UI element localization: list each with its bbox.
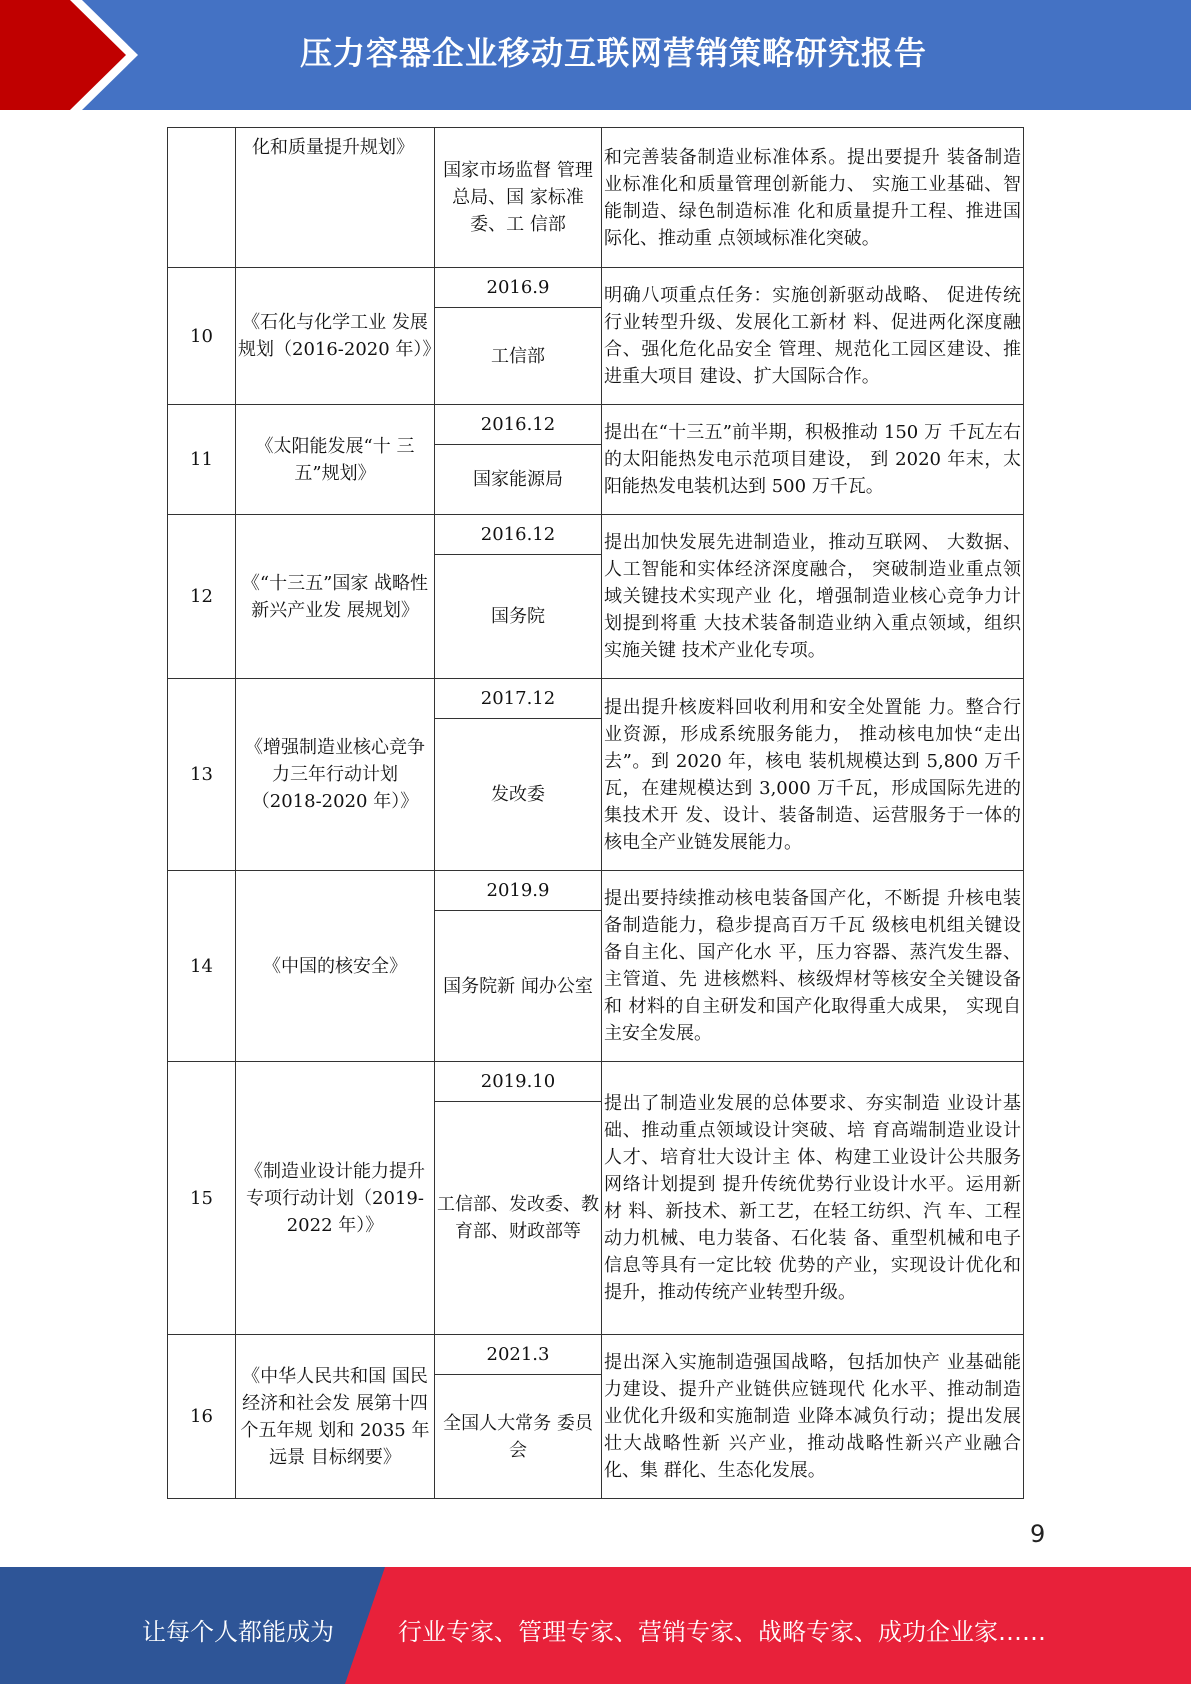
table-row [168,268,1024,308]
policy-description: 明确八项重点任务：实施创新驱动战略、 促进传统行业转型升级、发展化工新材 料、促进两化深度融合、强化危化品安全 管理、规范化工园区建设、推进重大项目 建设、扩大国际合作。 [602,268,1024,405]
issue-date: 2017.12 [435,679,602,719]
issuing-authority: 国家市场监督 管理总局、国 家标准委、工 信部 [435,128,602,268]
row-number: 15 [168,1062,236,1335]
issuing-authority: 国家能源局 [435,445,602,515]
row-number: 14 [168,871,236,1062]
issue-date: 2019.10 [435,1062,602,1102]
table-row [168,871,1024,911]
table-row [168,1335,1024,1375]
issuing-authority: 工信部 [435,308,602,405]
report-header [0,0,1191,110]
row-number: 16 [168,1335,236,1499]
policy-name: 《石化与化学工业 发展规划（2016-2020 年）》 [236,268,435,405]
policy-table [167,127,1024,1499]
footer-slogan-left: 让每个人都能成为 [142,1618,334,1646]
policy-description: 提出在“十三五”前半期，积极推动 150 万 千瓦左右的太阳能热发电示范项目建设， 到 2020 年末，太阳能热发电装机达到 500 万千瓦。 [602,405,1024,515]
row-number [168,128,236,268]
policy-description: 提出加快发展先进制造业，推动互联网、 大数据、人工智能和实体经济深度融合， 突破制造业重点领域关键技术实现产业 化，增强制造业核心竞争力计划提到将重 大技术装备制造业纳入重点领域，组织实施关键 技术产业化专项。 [602,515,1024,679]
policy-name: 《中华人民共和国 国民经济和社会发 展第十四个五年规 划和 2035 年远景 目标纲要》 [236,1335,435,1499]
issue-date: 2016.12 [435,405,602,445]
policy-name: 《太阳能发展“十 三五”规划》 [236,405,435,515]
policy-name: 化和质量提升规划》 [236,128,435,268]
header-red-arrow-decoration [0,0,140,110]
table-row [168,128,1024,268]
policy-description: 提出了制造业发展的总体要求、夯实制造 业设计基础、推动重点领域设计突破、培 育高端制造业设计人才、培育壮大设计主 体、构建工业设计公共服务网络计划提到 提升传统优势行业设计水平。运用新材 料、新技术、新工艺，在轻工纺织、汽 车、工程动力机械、电力装备、石化装 备、重型机械和电子信息等具有一定比较 优势的产业，实现设计优化和提升，推动传统产业转型升级。 [602,1062,1024,1335]
table-row [168,515,1024,555]
issuing-authority: 全国人大常务 委员会 [435,1375,602,1499]
policy-description: 提出提升核废料回收利用和安全处置能 力。整合行业资源，形成系统服务能力， 推动核电加快“走出去”。到 2020 年，核电 装机规模达到 5,800 万千瓦，在建规模达到 3,000 万千瓦，形成国际先进的集技术开 发、设计、装备制造、运营服务于一体的 核电全产业链发展能力。 [602,679,1024,871]
issue-date: 2016.9 [435,268,602,308]
policy-name: 《制造业设计能力提升专项行动计划（2019-2022 年）》 [236,1062,435,1335]
issuing-authority: 工信部、发改委、教育部、财政部等 [435,1102,602,1335]
policy-name: 《增强制造业核心竞争力三年行动计划（2018-2020 年）》 [236,679,435,871]
row-number: 13 [168,679,236,871]
issue-date: 2016.12 [435,515,602,555]
policy-description: 提出要持续推动核电装备国产化，不断提 升核电装备制造能力，稳步提高百万千瓦 级核电机组关键设备自主化、国产化水 平，压力容器、蒸汽发生器、主管道、先 进核燃料、核级焊材等核安全关键设备和 材料的自主研发和国产化取得重大成果， 实现自主安全发展。 [602,871,1024,1062]
issue-date: 2019.9 [435,871,602,911]
issuing-authority: 发改委 [435,719,602,871]
issuing-authority: 国务院新 闻办公室 [435,911,602,1062]
row-number: 12 [168,515,236,679]
policy-description: 和完善装备制造业标准体系。提出要提升 装备制造业标准化和质量管理创新能力、 实施工业基础、智能制造、绿色制造标准 化和质量提升工程、推进国际化、推动重 点领域标准化突破。 [602,128,1024,268]
table-row [168,679,1024,719]
footer-slogan-right: 行业专家、管理专家、营销专家、战略专家、成功企业家…… [398,1618,1046,1646]
row-number: 11 [168,405,236,515]
issue-date: 2021.3 [435,1335,602,1375]
policy-name: 《中国的核安全》 [236,871,435,1062]
table-row [168,1062,1024,1102]
table-row [168,405,1024,445]
report-title: 压力容器企业移动互联网营销策略研究报告 [300,34,928,72]
policy-name: 《“十三五”国家 战略性新兴产业发 展规划》 [236,515,435,679]
issuing-authority: 国务院 [435,555,602,679]
policy-table-container [167,127,1024,1499]
page-number: 9 [1030,1520,1046,1548]
row-number: 10 [168,268,236,405]
policy-description: 提出深入实施制造强国战略，包括加快产 业基础能力建设、提升产业链供应链现代 化水平、推动制造业优化升级和实施制造 业降本减负行动；提出发展壮大战略性新 兴产业，推动战略性新兴产业融合化、集 群化、生态化发展。 [602,1335,1024,1499]
